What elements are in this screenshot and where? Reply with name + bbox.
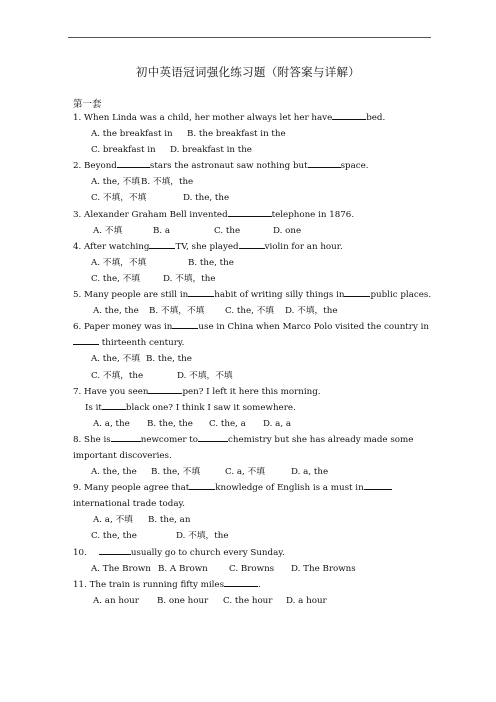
question-9-stem: 9. Many people agree that knowledge of English is a must ininternational trade today.: [73, 480, 433, 512]
option-a: A. an hour: [93, 595, 139, 606]
section-heading: 第一套: [73, 99, 102, 110]
option-b: B. 不填，不填: [149, 306, 205, 317]
answer-blank: [344, 287, 370, 297]
option-c: C. Browns: [229, 563, 275, 574]
option-c: C. the, 不填: [225, 306, 274, 317]
question-7-options: [73, 416, 433, 432]
answer-blank: [332, 110, 366, 120]
option-a: A. The Brown: [91, 563, 151, 574]
page-title: 初中英语冠词强化练习题（附答案与详解）: [135, 65, 361, 79]
option-b: B. 不填，the: [141, 177, 194, 188]
option-b: B. the, the: [147, 418, 193, 429]
header-rule: [68, 37, 431, 38]
option-c: C. 不填，the: [91, 370, 144, 381]
question-3-stem: 3. Alexander Graham Bell invented telephone in 1876.: [73, 207, 433, 223]
question-11-stem: 11. The train is running fifty miles .: [73, 577, 433, 593]
answer-blank: [117, 158, 150, 168]
option-b: B. a: [153, 225, 171, 236]
question-8-options: [73, 464, 433, 480]
answer-blank: [239, 239, 265, 249]
option-c: C. the, a: [209, 418, 246, 429]
option-c: C. the hour: [223, 595, 273, 606]
option-a: A. 不填: [93, 225, 123, 236]
option-d: D. the, the: [183, 193, 230, 204]
question-7-stem-reply: Is it black one? I think I saw it somewhere.: [73, 400, 433, 416]
option-b: B. the, the: [188, 257, 234, 268]
answer-blank: [198, 432, 228, 442]
question-10-stem: 10. usually go to church every Sunday.: [73, 545, 433, 561]
question-6-stem: 6. Paper money was in use in China when Marco Polo visited the country in thirteenth century.: [73, 319, 433, 351]
question-5-stem: 5. Many people are still in habit of writing silly things in public places.: [73, 287, 433, 303]
answer-blank: [73, 335, 99, 345]
answer-blank: [364, 480, 392, 490]
answer-blank: [149, 239, 175, 249]
question-2-stem: 2. Beyond stars the astronaut saw nothing but space.: [73, 158, 433, 174]
answer-blank: [111, 432, 141, 442]
answer-blank: [99, 545, 131, 555]
option-a: A. 不填，不填: [91, 257, 147, 268]
option-c: C. 不填，不填: [91, 193, 147, 204]
option-a: A. a, the: [93, 418, 130, 429]
option-d: D. 不填，the: [176, 531, 229, 542]
option-b: B. A Brown: [158, 563, 208, 574]
question-11-options: [73, 593, 433, 609]
option-c: C. the, 不填: [91, 273, 140, 284]
option-d: D. a, the: [291, 467, 329, 478]
question-4-options-row1: [73, 255, 433, 271]
option-d: D. breakfast in the: [170, 145, 252, 156]
question-6-options-row1: [73, 351, 433, 367]
question-1-stem: 1. When Linda was a child, her mother always let her have bed.: [73, 110, 433, 126]
answer-blank: [224, 577, 258, 587]
question-2-options-row2: [73, 190, 433, 206]
question-4-stem: 4. After watching TV, she played violin for an hour.: [73, 239, 433, 255]
question-list: [73, 110, 433, 609]
answer-blank: [102, 400, 126, 410]
question-7-stem: 7. Have you seen pen? I left it here this morning.: [73, 384, 433, 400]
option-c: C. the: [214, 225, 241, 236]
option-b: B. one hour: [157, 595, 209, 606]
option-c: C. a, 不填: [225, 467, 265, 478]
question-4-options-row2: [73, 271, 433, 287]
question-8-stem: 8. She is newcomer to chemistry but she has already made some important discoveries.: [73, 432, 433, 464]
question-1-options-row1: [73, 126, 433, 142]
option-a: A. the breakfast in: [91, 129, 173, 140]
answer-blank: [308, 158, 341, 168]
option-d: D. 不填，不填: [177, 370, 233, 381]
question-9-options-row1: [73, 512, 433, 528]
option-d: D. one: [273, 225, 302, 236]
question-2-options-row1: [73, 174, 433, 190]
question-10-options: [73, 561, 433, 577]
option-a: A. a, 不填: [93, 515, 133, 526]
option-a: A. the, 不填: [91, 177, 140, 188]
option-d: D. a hour: [286, 595, 327, 606]
option-b: B. the breakfast in the: [187, 129, 286, 140]
answer-blank: [188, 287, 214, 297]
answer-blank: [148, 384, 182, 394]
question-1-options-row2: [73, 142, 433, 158]
question-9-options-row2: [73, 528, 433, 544]
option-a: A. the, the: [91, 467, 137, 478]
option-b: B. the, 不填: [151, 467, 201, 478]
answer-blank: [172, 319, 198, 329]
answer-blank: [189, 480, 215, 490]
answer-blank: [228, 207, 272, 217]
question-6-options-row2: [73, 368, 433, 384]
option-d: D. 不填，the: [163, 273, 216, 284]
option-a: A. the, the: [93, 306, 139, 317]
question-5-options: [73, 303, 433, 319]
option-b: B. the, an: [148, 515, 191, 526]
option-b: B. the, the: [146, 354, 192, 365]
option-d: D. The Browns: [291, 563, 356, 574]
option-d: D. a, a: [263, 418, 292, 429]
option-c: C. the, the: [91, 531, 137, 542]
option-c: C. breakfast in: [91, 145, 156, 156]
question-3-options: [73, 223, 433, 239]
option-a: A. the, 不填: [91, 354, 140, 365]
option-d: D. 不填，the: [285, 306, 338, 317]
